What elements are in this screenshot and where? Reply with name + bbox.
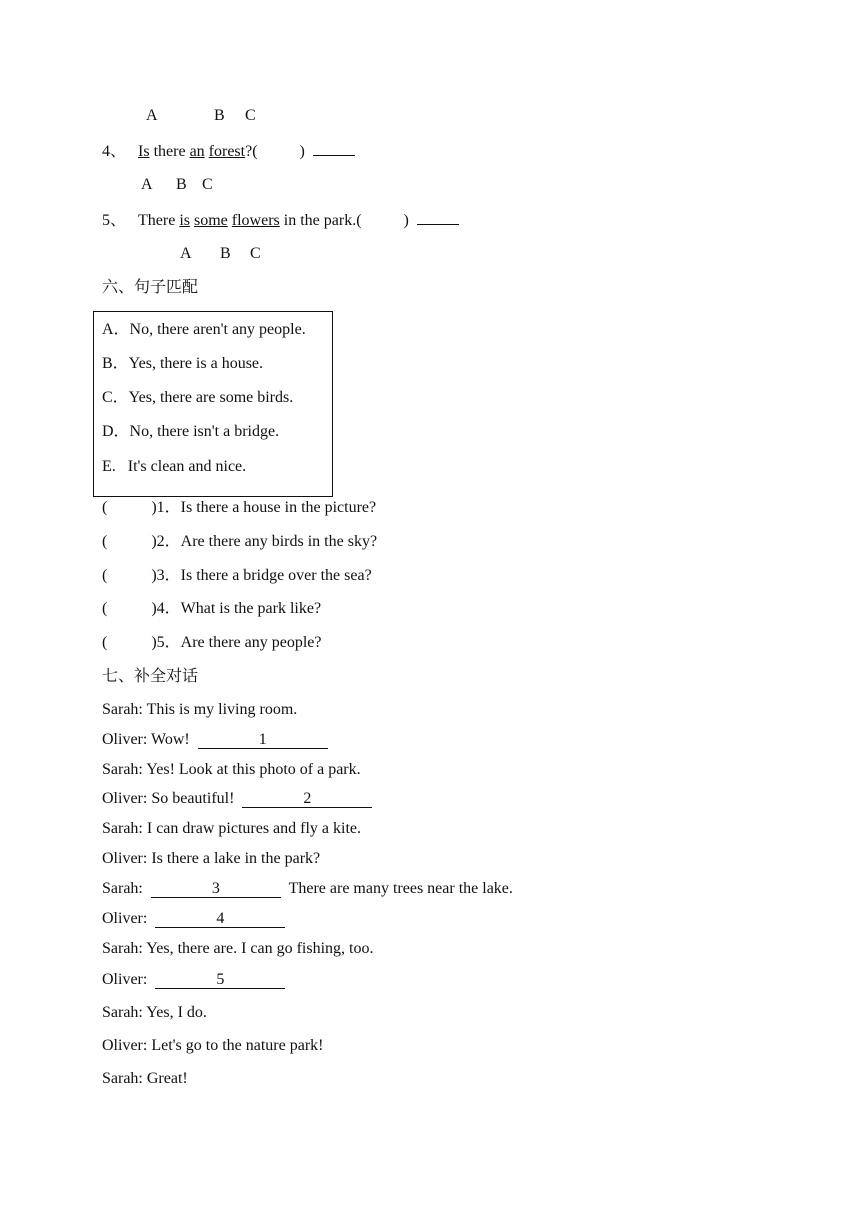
section-7-heading: 七、补全对话	[102, 668, 199, 685]
dialogue-line-7	[102, 879, 513, 899]
q5-option-c: C	[250, 245, 261, 262]
underlined-word-a: Is	[138, 143, 150, 160]
dialogue-line-13: Sarah: Great!	[102, 1070, 188, 1087]
question-text: )1．Is there a house in the picture?	[151, 499, 377, 516]
answer-paren-open: (	[102, 499, 108, 516]
question-text: There	[138, 212, 180, 229]
dialogue-line-12: Oliver: Let's go to the nature park!	[102, 1037, 324, 1054]
match-question-3	[102, 566, 372, 586]
underlined-word-a: is	[179, 212, 190, 229]
q3-option-c: C	[245, 107, 256, 124]
match-question-2	[102, 532, 377, 552]
dialogue-line-5: Sarah: I can draw pictures and fly a kite.	[102, 820, 362, 837]
dialogue-line-10	[102, 970, 285, 990]
underlined-word-c: forest	[208, 143, 246, 160]
match-question-5	[102, 633, 321, 653]
dialogue-blank-1[interactable]: 1	[198, 732, 328, 749]
underlined-word-b: an	[189, 143, 205, 160]
question-text: )2．Are there any birds in the sky?	[151, 533, 378, 550]
dialogue-line-2	[102, 730, 328, 750]
answer-paren-close: )	[299, 143, 305, 160]
question-text: )4．What is the park like?	[151, 600, 322, 617]
q4-option-a: A	[141, 176, 153, 193]
dialogue-blank-5[interactable]: 5	[155, 972, 285, 989]
match-question-4	[102, 599, 321, 619]
dialogue-blank-4[interactable]: 4	[155, 911, 285, 928]
answer-paren-open: in the park.(	[279, 212, 362, 229]
section-6-heading: 六、句子匹配	[102, 279, 199, 296]
dialogue-text: Oliver: Wow!	[102, 731, 198, 748]
question-text: there	[149, 143, 190, 160]
question-4	[102, 141, 355, 162]
question-text: )5．Are there any people?	[151, 634, 322, 651]
q4-option-c: C	[202, 176, 213, 193]
question-number: 4、	[102, 143, 127, 160]
answer-paren-open: (	[102, 634, 108, 651]
underlined-word-b: some	[194, 212, 228, 229]
option-d: D．No, there isn't a bridge.	[102, 423, 280, 440]
dialogue-line-8	[102, 909, 285, 929]
option-c: C．Yes, there are some birds.	[102, 389, 294, 406]
answer-paren-open: (	[102, 567, 108, 584]
q5-option-a: A	[180, 245, 192, 262]
correction-blank[interactable]	[417, 210, 459, 225]
dialogue-line-3: Sarah: Yes! Look at this photo of a park.	[102, 761, 361, 778]
q3-option-b: B	[214, 107, 225, 124]
answer-paren-open: ?(	[245, 143, 258, 160]
question-5	[102, 210, 459, 231]
correction-blank[interactable]	[313, 141, 355, 156]
option-a: A．No, there aren't any people.	[102, 321, 306, 338]
dialogue-text: There are many trees near the lake.	[280, 880, 513, 897]
dialogue-line-6: Oliver: Is there a lake in the park?	[102, 850, 321, 867]
dialogue-line-1: Sarah: This is my living room.	[102, 701, 298, 718]
dialogue-text: Sarah:	[102, 880, 151, 897]
q5-option-b: B	[220, 245, 231, 262]
underlined-word-c: flowers	[231, 212, 280, 229]
dialogue-line-9: Sarah: Yes, there are. I can go fishing, too.	[102, 940, 374, 957]
dialogue-line-4	[102, 789, 372, 809]
dialogue-line-11: Sarah: Yes, I do.	[102, 1004, 207, 1021]
q4-option-b: B	[176, 176, 187, 193]
dialogue-text: Oliver: So beautiful!	[102, 790, 243, 807]
q3-option-a: A	[146, 107, 158, 124]
answer-paren-close: )	[403, 212, 409, 229]
question-number: 5、	[102, 212, 127, 229]
answer-paren-open: (	[102, 600, 108, 617]
match-question-1	[102, 498, 376, 518]
dialogue-text: Oliver:	[102, 910, 156, 927]
option-b: B．Yes, there is a house.	[102, 355, 264, 372]
answer-paren-open: (	[102, 533, 108, 550]
question-text: )3．Is there a bridge over the sea?	[151, 567, 372, 584]
dialogue-blank-3[interactable]: 3	[151, 881, 281, 898]
option-e: E. It's clean and nice.	[102, 458, 247, 475]
dialogue-blank-2[interactable]: 2	[242, 791, 372, 808]
dialogue-text: Oliver:	[102, 971, 156, 988]
